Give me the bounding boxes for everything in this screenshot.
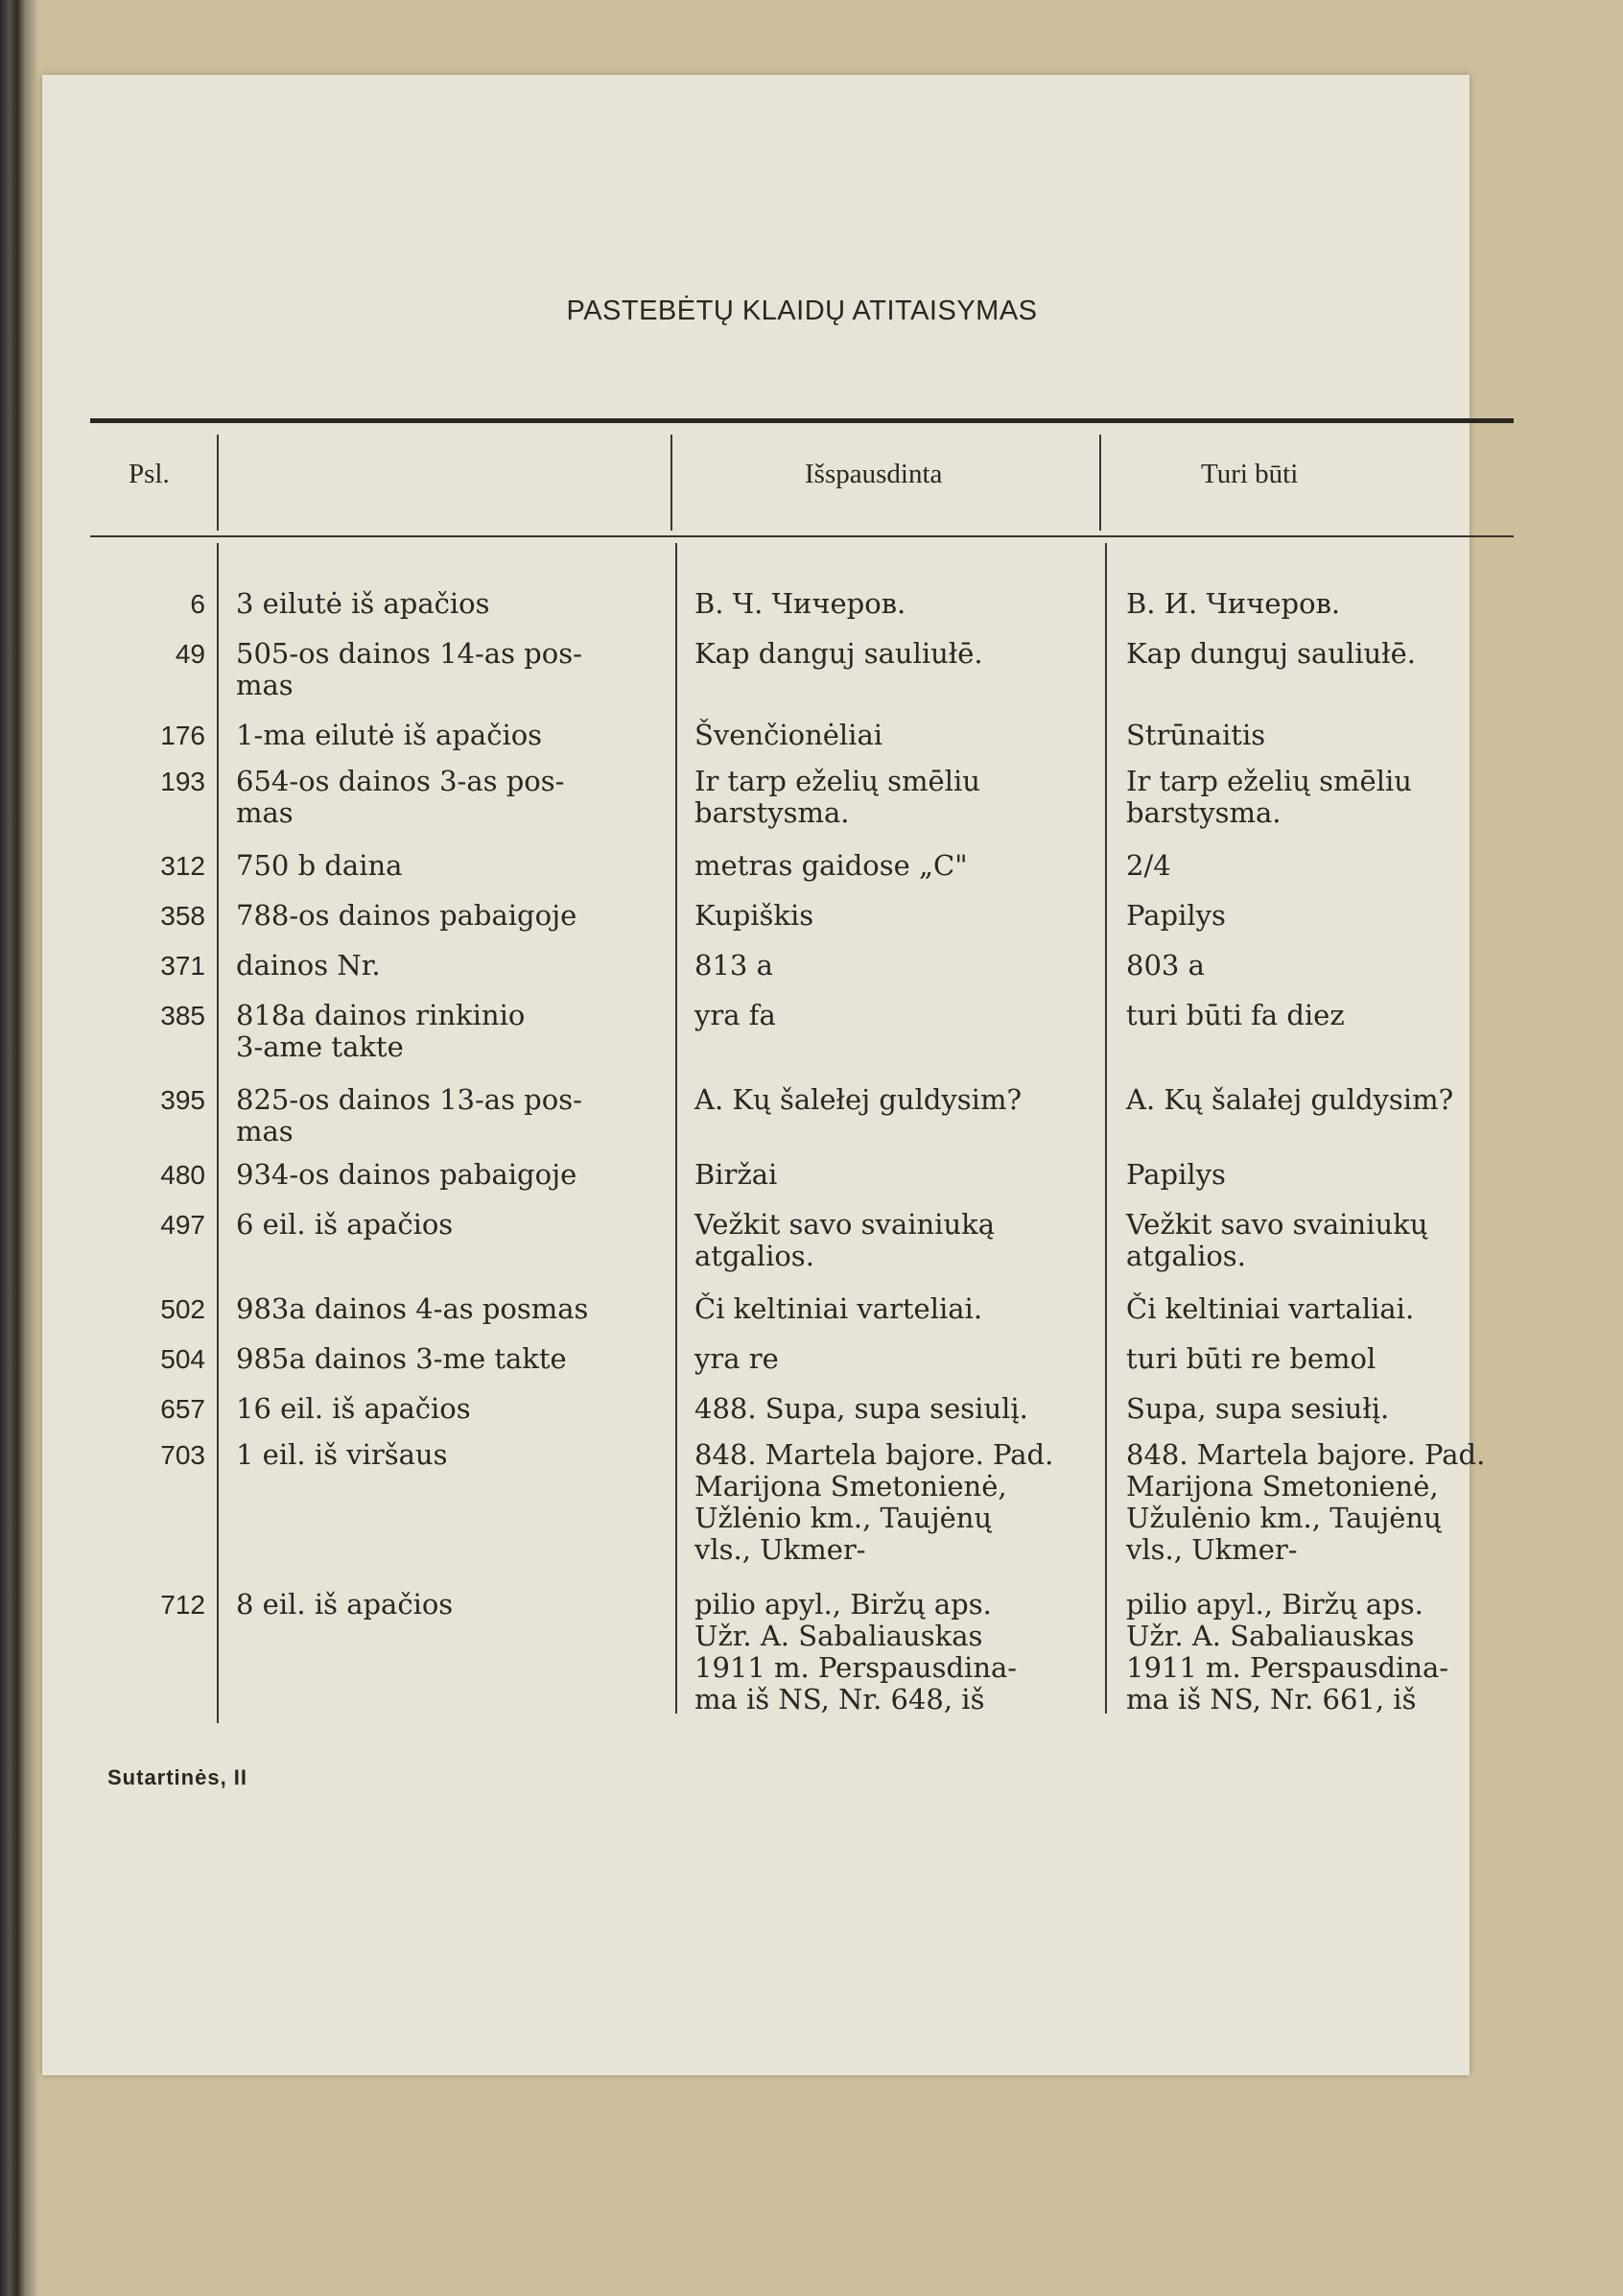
correct-text-cell: turi būti fa diez [1126,999,1345,1031]
correct-text-cell: 2/4 [1126,849,1171,882]
column-divider [1099,435,1101,531]
location-cell: 1-ma eilutė iš apačios [236,719,543,751]
page-number-cell: 502 [160,1294,205,1324]
correct-text-cell: Papilys [1126,899,1226,932]
printed-text-cell: Kupiškis [694,899,814,932]
printed-text-cell: yra re [694,1342,779,1375]
correct-text-cell: Vežkit savo svainiukų atgalios. [1126,1208,1428,1272]
printed-text-cell: Vežkit savo svainiuką atgalios. [694,1208,995,1272]
page-number-cell: 6 [190,589,205,619]
printed-text-cell: A. Kų šalełej guldysim? [694,1083,1022,1116]
page-number-cell: 49 [175,639,205,669]
correct-text-cell: Ir tarp eželių smēliu barstysma. [1126,765,1412,829]
correct-text-cell: turi būti re bemol [1126,1342,1376,1375]
printed-text-cell: pilio apyl., Biržų aps. Užr. A. Sabaliauskas 1911 m. Perspausdina- ma iš NS, Nr. 648, iš [694,1588,1018,1716]
location-cell: 654-os dainos 3-as pos- mas [236,765,565,829]
page-number-cell: 504 [160,1344,205,1374]
location-cell: 1 eil. iš viršaus [236,1438,448,1471]
correct-text-cell: Strūnaitis [1126,719,1266,751]
header-rule [90,535,1514,537]
errata-content [90,75,1558,1898]
printed-text-cell: Ir tarp eželių smēliu barstysma. [694,765,980,829]
correct-text-cell: Či keltiniai vartaliai. [1126,1292,1415,1325]
correct-text-cell: pilio apyl., Biržų aps. Užr. A. Sabaliauskas 1911 m. Perspausdina- ma iš NS, Nr. 661, iš [1126,1588,1449,1716]
page-number-cell: 703 [160,1440,205,1470]
printed-text-cell: Kap danguj sauliułē. [694,637,983,670]
column-divider [675,543,677,1714]
header-should: Turi būti [1201,459,1299,489]
page-number-cell: 657 [160,1394,205,1424]
location-cell: 6 eil. iš apačios [236,1208,454,1241]
correct-text-cell: В. И. Чичеров. [1126,587,1341,620]
column-divider [217,543,219,1723]
page-number-cell: 385 [160,1001,205,1030]
page-number-cell: 497 [160,1210,205,1240]
column-divider [670,435,672,531]
page-number-cell: 312 [160,851,205,881]
page-number-cell: 358 [160,901,205,931]
page-number-cell: 395 [160,1085,205,1115]
page-title: PASTEBĖTŲ KLAIDŲ ATITAISYMAS [566,296,1038,326]
printed-text-cell: Biržai [694,1158,778,1191]
page-number-cell: 193 [160,767,205,796]
location-cell: 985a dainos 3-me takte [236,1342,567,1375]
column-divider [217,435,219,531]
correct-text-cell: Papilys [1126,1158,1226,1191]
correct-text-cell: A. Kų šalałej guldysim? [1126,1083,1454,1116]
location-cell: 16 eil. iš apačios [236,1392,471,1425]
header-psl: Psl. [129,459,170,489]
printed-text-cell: yra fa [694,999,776,1031]
page-sheet [42,75,1486,2075]
location-cell: 825-os dainos 13-as pos- mas [236,1083,582,1148]
correct-text-cell: 848. Martela bajore. Pad. Marijona Smetonienė, Užulėnio km., Taujėnų vls., Ukmer- [1126,1438,1486,1566]
location-cell: 750 b daina [236,849,403,882]
footer-signature: Sutartinės, II [107,1765,248,1789]
location-cell: 8 eil. iš apačios [236,1588,454,1621]
header-printed: Išspausdinta [805,459,943,489]
printed-text-cell: 813 a [694,949,773,982]
printed-text-cell: Švenčionėliai [694,719,883,751]
page-number-cell: 176 [160,721,205,750]
correct-text-cell: Kap dunguj sauliułē. [1126,637,1416,670]
location-cell: 934-os dainos pabaigoje [236,1158,577,1191]
book-spine [0,0,38,2296]
page-number-cell: 712 [160,1590,205,1620]
location-cell: 983a dainos 4-as posmas [236,1292,589,1325]
printed-text-cell: 488. Supa, supa sesiulį. [694,1392,1028,1425]
top-rule [90,418,1514,423]
location-cell: 788-os dainos pabaigoje [236,899,577,932]
location-cell: 3 eilutė iš apačios [236,587,490,620]
location-cell: 505-os dainos 14-as pos- mas [236,637,582,701]
printed-text-cell: metras gaidose „C" [694,849,968,882]
location-cell: 818a dainos rinkinio 3-ame takte [236,999,526,1063]
correct-text-cell: 803 a [1126,949,1205,982]
printed-text-cell: Či keltiniai varteliai. [694,1292,983,1325]
location-cell: dainos Nr. [236,949,381,982]
correct-text-cell: Supa, supa sesiułį. [1126,1392,1390,1425]
printed-text-cell: В. Ч. Чичеров. [694,587,906,620]
printed-text-cell: 848. Martela bajore. Pad. Marijona Smetonienė, Užlėnio km., Taujėnų vls., Ukmer- [694,1438,1054,1566]
page-number-cell: 371 [160,951,205,981]
page-number-cell: 480 [160,1160,205,1190]
